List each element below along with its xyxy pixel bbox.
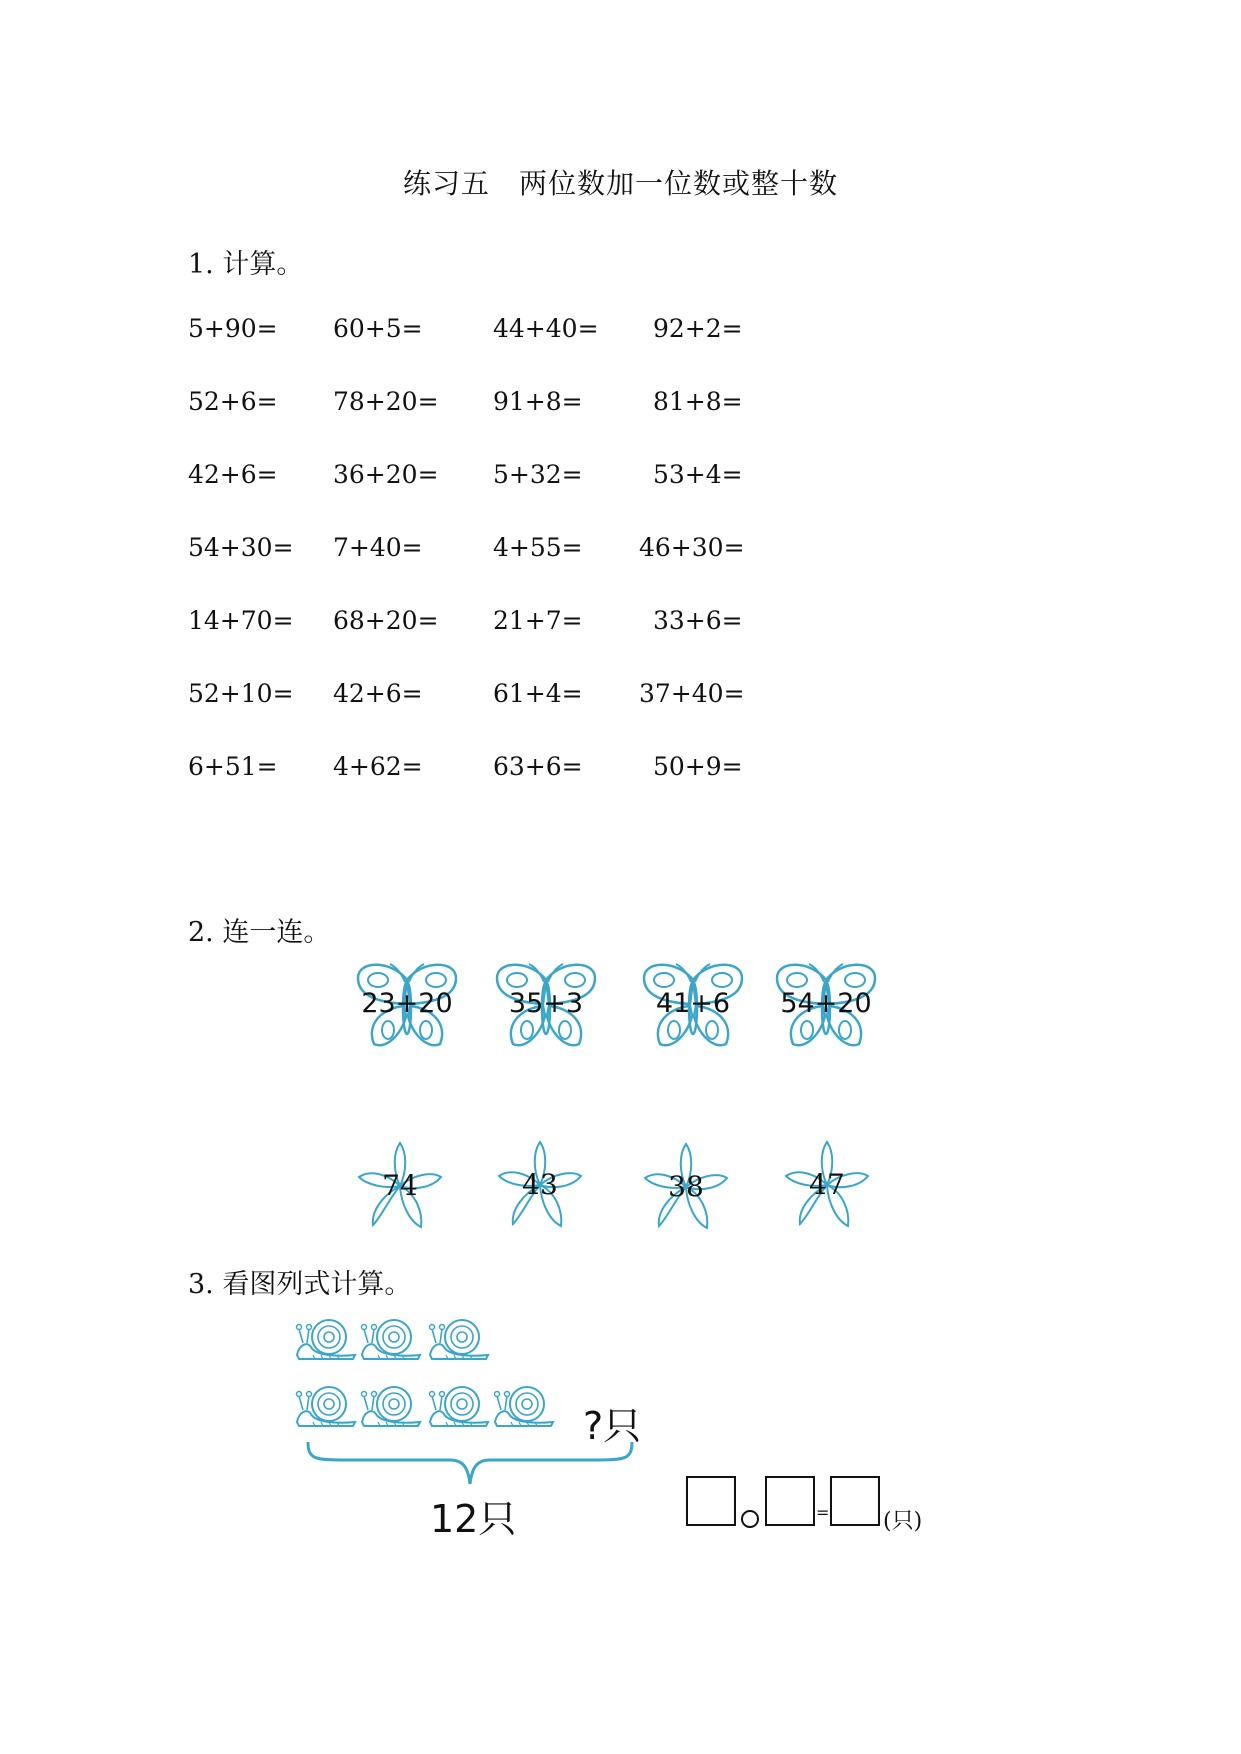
calc-item: 7+40= bbox=[333, 533, 423, 562]
calc-item: 54+30= bbox=[188, 533, 294, 562]
snail-icon bbox=[428, 1382, 490, 1430]
section2-heading: 2. 连一连。 bbox=[188, 917, 331, 948]
butterfly-card[interactable] bbox=[771, 958, 881, 1050]
calc-item: 63+6= bbox=[493, 752, 583, 781]
question-label: ?只 bbox=[583, 1404, 642, 1448]
flower-card[interactable] bbox=[643, 1142, 729, 1232]
calc-item: 42+6= bbox=[188, 460, 278, 489]
butterfly-expression: 41+6 bbox=[655, 988, 731, 1019]
calc-item: 5+32= bbox=[493, 460, 583, 489]
calc-item: 81+8= bbox=[653, 387, 743, 416]
butterfly-expression: 23+20 bbox=[361, 988, 453, 1019]
butterfly-expression: 35+3 bbox=[508, 988, 584, 1019]
calc-item: 78+20= bbox=[333, 387, 439, 416]
operator-circle[interactable] bbox=[741, 1510, 759, 1528]
unit-label: (只) bbox=[883, 1509, 923, 1534]
calc-item: 4+62= bbox=[333, 752, 423, 781]
flower-number: 43 bbox=[522, 1168, 558, 1201]
flower-card[interactable] bbox=[497, 1140, 583, 1230]
calc-item: 42+6= bbox=[333, 679, 423, 708]
calc-item: 6+51= bbox=[188, 752, 278, 781]
section1-heading: 1. 计算。 bbox=[188, 249, 304, 280]
answer-box[interactable] bbox=[765, 1476, 815, 1526]
calc-item: 50+9= bbox=[653, 752, 743, 781]
total-label: 12只 bbox=[430, 1497, 517, 1541]
snail-icon bbox=[428, 1315, 490, 1363]
calc-item: 92+2= bbox=[653, 314, 743, 343]
flower-card[interactable] bbox=[784, 1140, 870, 1230]
snail-icon bbox=[295, 1382, 357, 1430]
calc-item: 36+20= bbox=[333, 460, 439, 489]
flower-card[interactable] bbox=[357, 1141, 443, 1231]
calc-item: 61+4= bbox=[493, 679, 583, 708]
calc-item: 52+6= bbox=[188, 387, 278, 416]
butterfly-card[interactable] bbox=[491, 958, 601, 1050]
calc-item: 44+40= bbox=[493, 314, 599, 343]
calc-item: 4+55= bbox=[493, 533, 583, 562]
answer-box[interactable] bbox=[686, 1476, 736, 1526]
calc-item: 5+90= bbox=[188, 314, 278, 343]
snail-icon bbox=[295, 1315, 357, 1363]
butterfly-expression: 54+20 bbox=[780, 988, 872, 1019]
butterfly-card[interactable] bbox=[638, 958, 748, 1050]
calc-item: 53+4= bbox=[653, 460, 743, 489]
flower-number: 74 bbox=[382, 1169, 418, 1202]
calc-item: 37+40= bbox=[639, 679, 745, 708]
answer-box[interactable] bbox=[830, 1476, 880, 1526]
calc-item: 52+10= bbox=[188, 679, 294, 708]
calc-item: 68+20= bbox=[333, 606, 439, 635]
equals-sign: = bbox=[816, 1503, 830, 1522]
calc-item: 60+5= bbox=[333, 314, 423, 343]
calc-item: 14+70= bbox=[188, 606, 294, 635]
calc-item: 33+6= bbox=[653, 606, 743, 635]
calc-item: 46+30= bbox=[639, 533, 745, 562]
snail-icon bbox=[360, 1382, 422, 1430]
flower-number: 47 bbox=[809, 1168, 845, 1201]
snail-icon bbox=[493, 1382, 555, 1430]
butterfly-card[interactable] bbox=[352, 958, 462, 1050]
snail-icon bbox=[360, 1315, 422, 1363]
calc-item: 91+8= bbox=[493, 387, 583, 416]
section3-heading: 3. 看图列式计算。 bbox=[188, 1269, 412, 1300]
flower-number: 38 bbox=[668, 1170, 704, 1203]
page-title: 练习五 两位数加一位数或整十数 bbox=[402, 167, 838, 200]
brace-icon bbox=[300, 1438, 640, 1488]
calc-item: 21+7= bbox=[493, 606, 583, 635]
